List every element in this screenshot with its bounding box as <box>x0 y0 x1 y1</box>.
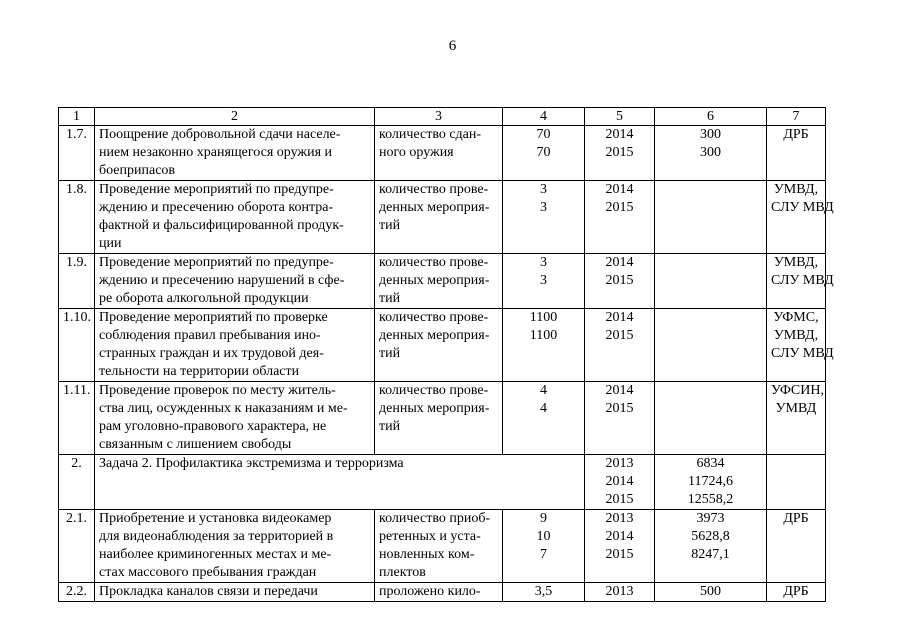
indicator <box>375 181 503 254</box>
indicator-value-line: 4 <box>540 383 547 398</box>
year-line: 2015 <box>605 328 634 343</box>
year-line: 2014 <box>605 310 634 325</box>
indicator-value <box>503 583 585 602</box>
year-line: 2013 <box>605 456 634 471</box>
measure-name <box>95 510 375 583</box>
row-number: 1.7. <box>59 126 95 181</box>
executor-line: УФМС, <box>773 310 819 325</box>
measure-name-line: ждению и пресечению нарушений в сфе- <box>99 273 345 288</box>
measure-name <box>95 382 375 455</box>
indicator-line: тий <box>379 346 401 361</box>
executor <box>767 382 826 455</box>
row-number: 2.1. <box>59 510 95 583</box>
indicator-line: ного оружия <box>379 145 454 160</box>
funding <box>655 181 767 254</box>
measure-name-line: Проведение проверок по месту житель- <box>99 383 336 398</box>
measure-name-line: Приобретение и установка видеокамер <box>99 511 332 526</box>
years <box>585 309 655 382</box>
funding <box>655 583 767 602</box>
header-col-5: 5 <box>585 108 655 126</box>
measure-name-line: нием незаконно хранящегося оружия и <box>99 145 333 160</box>
indicator-line: денных мероприя- <box>379 273 490 288</box>
indicator <box>375 510 503 583</box>
executor <box>767 455 826 510</box>
funding-line: 300 <box>700 127 721 142</box>
indicator-line: проложено кило- <box>379 584 481 599</box>
measure-name <box>95 181 375 254</box>
indicator-value-line: 4 <box>540 401 547 416</box>
header-col-7: 7 <box>767 108 826 126</box>
measure-name-line: фактной и фальсифицированной продук- <box>99 218 344 233</box>
indicator-value <box>503 181 585 254</box>
funding-line: 500 <box>700 584 721 599</box>
measure-name-line: ре оборота алкогольной продукции <box>99 291 309 306</box>
task-title: Задача 2. Профилактика экстремизма и терроризма <box>95 455 585 510</box>
measure-name-line: Поощрение добровольной сдачи населе- <box>99 127 341 142</box>
row-number: 1.11. <box>59 382 95 455</box>
row-number: 1.9. <box>59 254 95 309</box>
measure-name-line: ждению и пресечению оборота контра- <box>99 200 334 215</box>
row-number: 1.8. <box>59 181 95 254</box>
indicator-value-line: 1100 <box>529 328 558 343</box>
program-table <box>58 107 834 602</box>
funding-line: 3973 <box>696 511 725 526</box>
executor <box>767 510 826 583</box>
indicator-value-line: 3 <box>540 182 547 197</box>
indicator-line: количество прове- <box>379 310 489 325</box>
indicator-line: количество прове- <box>379 383 489 398</box>
executor <box>767 309 834 382</box>
table-row <box>59 382 826 455</box>
measure-name-line: соблюдения правил пребывания ино- <box>99 328 321 343</box>
executor-line: УМВД, <box>773 255 819 270</box>
funding-line: 12558,2 <box>687 492 734 507</box>
funding-line: 6834 <box>696 456 725 471</box>
indicator <box>375 382 503 455</box>
year-line: 2014 <box>605 255 634 270</box>
table-row <box>59 309 826 382</box>
year-line: 2015 <box>605 492 634 507</box>
table-row <box>59 126 826 181</box>
table-row <box>59 181 826 254</box>
measure-name-line: рам уголовно-правового характера, не <box>99 419 327 434</box>
years <box>585 583 655 602</box>
indicator-line: денных мероприя- <box>379 200 490 215</box>
indicator-line: плектов <box>379 565 426 580</box>
years <box>585 455 655 510</box>
measure-name <box>95 309 375 382</box>
measure-name-line: стах массового пребывания граждан <box>99 565 317 580</box>
indicator-value-line: 3 <box>540 273 547 288</box>
executor-line: УФСИН, <box>771 383 824 398</box>
funding <box>655 309 767 382</box>
header-col-2: 2 <box>95 108 375 126</box>
indicator-line: денных мероприя- <box>379 328 490 343</box>
task-row <box>59 455 826 510</box>
indicator-line: денных мероприя- <box>379 401 490 416</box>
indicator-line: тий <box>379 218 401 233</box>
indicator-line: количество прове- <box>379 182 489 197</box>
measure-name-line: тельности на территории области <box>99 364 300 379</box>
indicator-value-line: 70 <box>536 145 551 160</box>
measure-name-line: странных граждан и их трудовой дея- <box>99 346 324 361</box>
year-line: 2015 <box>605 401 634 416</box>
year-line: 2014 <box>605 474 634 489</box>
indicator-value <box>503 382 585 455</box>
measure-name <box>95 254 375 309</box>
measure-name-line: ции <box>99 236 122 251</box>
year-line: 2013 <box>605 511 634 526</box>
indicator-value-line: 7 <box>540 547 547 562</box>
task-number: 2. <box>59 455 95 510</box>
executor-line: УМВД, <box>773 328 819 343</box>
indicator-value-line: 3 <box>540 200 547 215</box>
indicator-value-line: 9 <box>540 511 547 526</box>
year-line: 2014 <box>605 127 634 142</box>
funding <box>655 254 767 309</box>
year-line: 2014 <box>605 182 634 197</box>
funding-line: 8247,1 <box>691 547 730 562</box>
executor-line: ДРБ <box>783 511 809 526</box>
years <box>585 181 655 254</box>
executor-line: ДРБ <box>783 584 809 599</box>
indicator <box>375 583 503 602</box>
indicator <box>375 126 503 181</box>
indicator <box>375 309 503 382</box>
header-row <box>59 108 826 126</box>
measure-name-line: связанным с лишением свободы <box>99 437 292 452</box>
indicator-value-line: 3,5 <box>534 584 553 599</box>
years <box>585 126 655 181</box>
funding-line: 300 <box>700 145 721 160</box>
year-line: 2015 <box>605 273 634 288</box>
year-line: 2015 <box>605 547 634 562</box>
indicator-value <box>503 126 585 181</box>
funding <box>655 455 767 510</box>
executor-line: СЛУ МВД <box>771 346 834 361</box>
years <box>585 510 655 583</box>
measure-name-line: Проведение мероприятий по проверке <box>99 310 328 325</box>
year-line: 2015 <box>605 145 634 160</box>
row-number: 2.2. <box>59 583 95 602</box>
indicator-value-line: 1100 <box>529 310 558 325</box>
year-line: 2014 <box>605 383 634 398</box>
executor <box>767 126 826 181</box>
years <box>585 382 655 455</box>
executor-line: ДРБ <box>783 127 809 142</box>
executor <box>767 181 834 254</box>
header-col-1: 1 <box>59 108 95 126</box>
funding <box>655 126 767 181</box>
years <box>585 254 655 309</box>
indicator-value <box>503 510 585 583</box>
measure-name <box>95 583 375 602</box>
page-number: 6 <box>448 38 457 54</box>
indicator-line: новленных ком- <box>379 547 475 562</box>
table-row <box>59 583 826 602</box>
funding <box>655 382 767 455</box>
indicator-value <box>503 309 585 382</box>
executor <box>767 583 826 602</box>
funding-line: 5628,8 <box>691 529 730 544</box>
measure-name-line: наиболее криминогенных местах и ме- <box>99 547 332 562</box>
executor-line: СЛУ МВД <box>771 273 834 288</box>
year-line: 2013 <box>605 584 634 599</box>
executor-line: СЛУ МВД <box>771 200 834 215</box>
measure-name-line: Проведение мероприятий по предупре- <box>99 255 334 270</box>
funding <box>655 510 767 583</box>
measure-name-line: Прокладка каналов связи и передачи <box>99 584 318 599</box>
funding-line: 11724,6 <box>688 474 733 489</box>
table-row <box>59 510 826 583</box>
indicator-value-line: 10 <box>536 529 551 544</box>
indicator-line: количество прове- <box>379 255 489 270</box>
indicator-line: тий <box>379 291 401 306</box>
indicator-line: ретенных и уста- <box>379 529 481 544</box>
year-line: 2015 <box>605 200 634 215</box>
measure-name <box>95 126 375 181</box>
executor-line: УМВД, <box>773 182 819 197</box>
measure-name-line: боеприпасов <box>99 163 176 178</box>
executor-line: УМВД <box>775 401 817 416</box>
indicator-value-line: 3 <box>540 255 547 270</box>
header-col-4: 4 <box>503 108 585 126</box>
measure-name-line: ства лиц, осужденных к наказаниям и ме- <box>99 401 348 416</box>
executor <box>767 254 834 309</box>
row-number: 1.10. <box>59 309 95 382</box>
indicator-line: тий <box>379 419 401 434</box>
indicator-value-line: 70 <box>536 127 551 142</box>
table-row <box>59 254 826 309</box>
measure-name-line: Проведение мероприятий по предупре- <box>99 182 334 197</box>
header-col-6: 6 <box>655 108 767 126</box>
header-col-3: 3 <box>375 108 503 126</box>
indicator-line: количество сдан- <box>379 127 482 142</box>
indicator-value <box>503 254 585 309</box>
year-line: 2014 <box>605 529 634 544</box>
indicator <box>375 254 503 309</box>
measure-name-line: для видеонаблюдения за территорией в <box>99 529 334 544</box>
indicator-line: количество приоб- <box>379 511 491 526</box>
